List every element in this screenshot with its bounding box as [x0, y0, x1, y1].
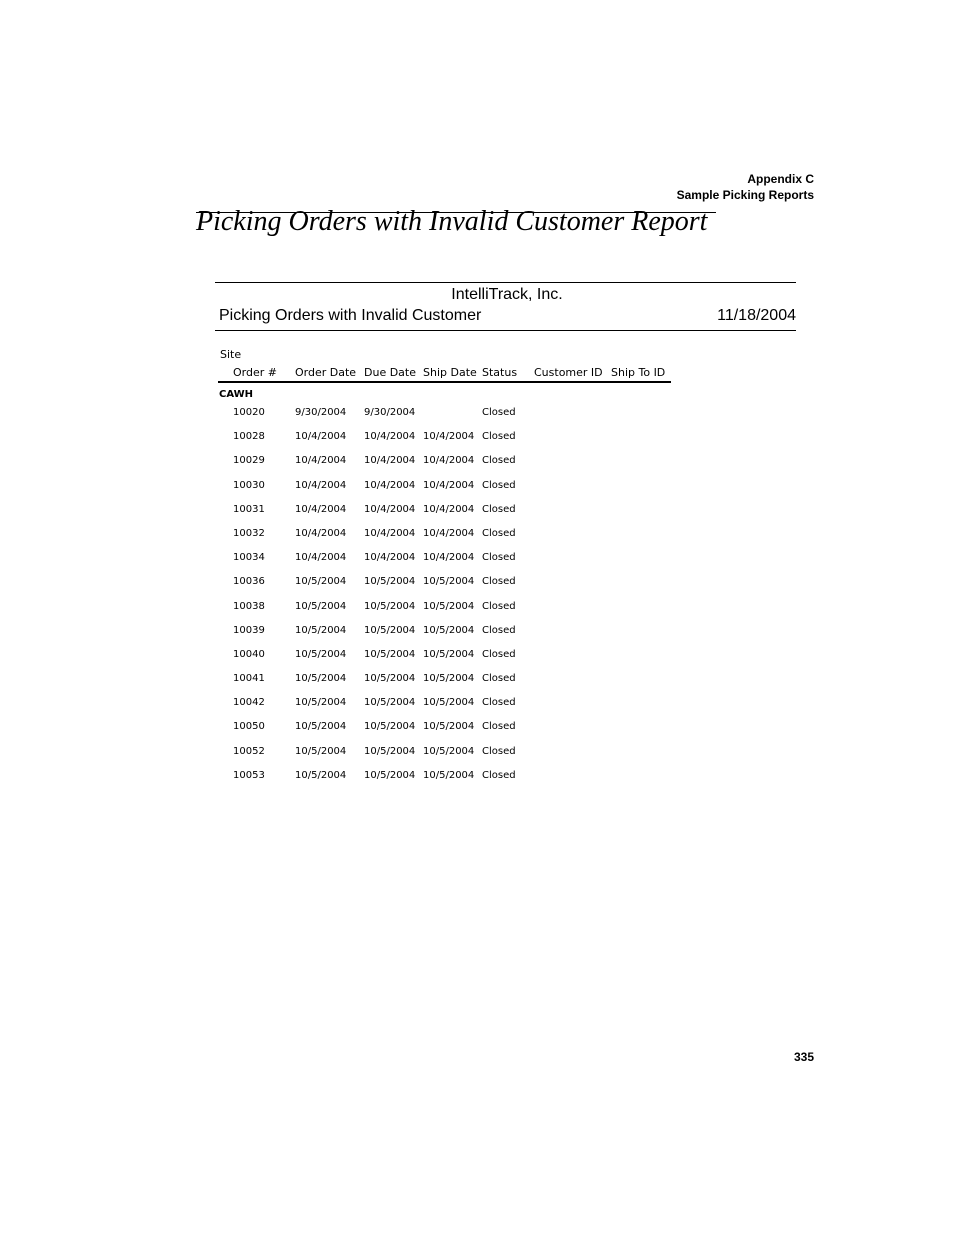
cell-status: Closed — [482, 648, 516, 660]
cell-status: Closed — [482, 503, 516, 515]
cell-order-number: 10036 — [233, 576, 265, 588]
cell-due-date: 10/4/2004 — [364, 431, 416, 443]
cell-due-date: 10/5/2004 — [364, 745, 416, 757]
page-number: 335 — [793, 1050, 814, 1064]
table-row — [0, 770, 954, 794]
cell-ship-date: 10/5/2004 — [423, 576, 475, 588]
cell-ship-date: 10/4/2004 — [423, 552, 475, 564]
column-header-rule — [218, 381, 671, 383]
table-row — [0, 528, 954, 552]
cell-due-date: 10/5/2004 — [364, 721, 416, 733]
cell-order-date: 10/4/2004 — [295, 552, 347, 564]
cell-order-date: 10/4/2004 — [295, 527, 347, 539]
report-top-rule — [215, 282, 796, 283]
cell-ship-date: 10/4/2004 — [423, 431, 475, 443]
running-header-appendix: Appendix C — [747, 172, 814, 186]
cell-order-date: 10/4/2004 — [295, 479, 347, 491]
cell-order-number: 10042 — [233, 697, 265, 709]
table-row — [0, 697, 954, 721]
cell-status: Closed — [482, 431, 516, 443]
cell-order-date: 10/4/2004 — [295, 431, 347, 443]
cell-order-number: 10040 — [233, 648, 265, 660]
table-row — [0, 431, 954, 455]
cell-order-number: 10050 — [233, 721, 265, 733]
cell-ship-date: 10/5/2004 — [423, 624, 475, 636]
cell-due-date: 10/5/2004 — [364, 673, 416, 685]
cell-status: Closed — [482, 407, 516, 418]
cell-order-date: 10/5/2004 — [295, 576, 347, 588]
page-title: Picking Orders with Invalid Customer Report — [196, 206, 708, 237]
column-header-customer-id: Customer ID — [534, 366, 603, 379]
report-title: Picking Orders with Invalid Customer — [219, 307, 482, 324]
cell-due-date: 10/5/2004 — [364, 769, 416, 781]
cell-order-number: 10031 — [233, 503, 265, 515]
cell-order-date: 9/30/2004 — [295, 407, 347, 418]
cell-due-date: 10/5/2004 — [364, 600, 416, 612]
cell-order-number: 10034 — [233, 552, 265, 564]
cell-ship-date: 10/5/2004 — [423, 673, 475, 685]
cell-ship-date: 10/4/2004 — [423, 455, 475, 467]
cell-ship-date: 10/5/2004 — [423, 697, 475, 709]
cell-due-date: 10/4/2004 — [364, 479, 416, 491]
table-row — [0, 504, 954, 528]
table-row — [0, 407, 954, 431]
table-row — [0, 601, 954, 625]
cell-order-number: 10032 — [233, 527, 265, 539]
site-group-name: CAWH — [219, 389, 254, 400]
cell-order-number: 10030 — [233, 479, 265, 491]
column-header-ship-to-id: Ship To ID — [611, 366, 666, 379]
cell-status: Closed — [482, 600, 516, 612]
cell-ship-date: 10/4/2004 — [423, 479, 475, 491]
cell-status: Closed — [482, 455, 516, 467]
cell-order-number: 10020 — [233, 407, 265, 418]
cell-status: Closed — [482, 576, 516, 588]
cell-status: Closed — [482, 769, 516, 781]
cell-due-date: 10/5/2004 — [364, 697, 416, 709]
cell-order-number: 10053 — [233, 769, 265, 781]
cell-order-number: 10028 — [233, 431, 265, 443]
cell-due-date: 10/4/2004 — [364, 503, 416, 515]
cell-order-date: 10/5/2004 — [295, 624, 347, 636]
cell-order-date: 10/5/2004 — [295, 648, 347, 660]
cell-ship-date: 10/5/2004 — [423, 769, 475, 781]
table-row — [0, 746, 954, 770]
cell-due-date: 10/5/2004 — [364, 648, 416, 660]
cell-order-date: 10/5/2004 — [295, 600, 347, 612]
cell-due-date: 9/30/2004 — [364, 407, 416, 418]
table-row — [0, 455, 954, 479]
cell-order-date: 10/5/2004 — [295, 673, 347, 685]
cell-status: Closed — [482, 721, 516, 733]
column-header-order-date: Order Date — [295, 366, 357, 379]
cell-due-date: 10/5/2004 — [364, 624, 416, 636]
cell-order-date: 10/4/2004 — [295, 503, 347, 515]
cell-status: Closed — [482, 673, 516, 685]
column-header-ship-date: Ship Date — [423, 366, 477, 379]
cell-status: Closed — [482, 745, 516, 757]
cell-ship-date: 10/5/2004 — [423, 745, 475, 757]
cell-order-number: 10052 — [233, 745, 265, 757]
table-row — [0, 649, 954, 673]
cell-status: Closed — [482, 552, 516, 564]
table-row — [0, 673, 954, 697]
site-column-label: Site — [220, 348, 242, 361]
column-header-status: Status — [482, 366, 518, 379]
cell-due-date: 10/4/2004 — [364, 455, 416, 467]
cell-order-number: 10038 — [233, 600, 265, 612]
cell-order-date: 10/5/2004 — [295, 745, 347, 757]
table-row — [0, 552, 954, 576]
cell-ship-date: 10/4/2004 — [423, 527, 475, 539]
table-row — [0, 576, 954, 600]
running-header-section: Sample Picking Reports — [676, 188, 814, 202]
table-row — [0, 721, 954, 745]
column-header-due-date: Due Date — [364, 366, 416, 379]
cell-order-number: 10041 — [233, 673, 265, 685]
table-row — [0, 480, 954, 504]
cell-order-date: 10/5/2004 — [295, 769, 347, 781]
report-company: IntelliTrack, Inc. — [451, 286, 563, 303]
cell-order-number: 10029 — [233, 455, 265, 467]
cell-status: Closed — [482, 697, 516, 709]
cell-due-date: 10/4/2004 — [364, 527, 416, 539]
cell-due-date: 10/5/2004 — [364, 576, 416, 588]
table-row — [0, 625, 954, 649]
report-date: 11/18/2004 — [717, 307, 796, 324]
cell-order-date: 10/4/2004 — [295, 455, 347, 467]
cell-ship-date: 10/5/2004 — [423, 648, 475, 660]
cell-order-date: 10/5/2004 — [295, 697, 347, 709]
report-rows — [0, 407, 954, 794]
report-header-rule — [215, 330, 796, 331]
cell-status: Closed — [482, 624, 516, 636]
cell-ship-date: 10/4/2004 — [423, 503, 475, 515]
cell-due-date: 10/4/2004 — [364, 552, 416, 564]
column-header-order: Order # — [233, 366, 277, 379]
cell-status: Closed — [482, 527, 516, 539]
cell-status: Closed — [482, 479, 516, 491]
cell-ship-date: 10/5/2004 — [423, 600, 475, 612]
cell-order-date: 10/5/2004 — [295, 721, 347, 733]
cell-order-number: 10039 — [233, 624, 265, 636]
cell-ship-date: 10/5/2004 — [423, 721, 475, 733]
